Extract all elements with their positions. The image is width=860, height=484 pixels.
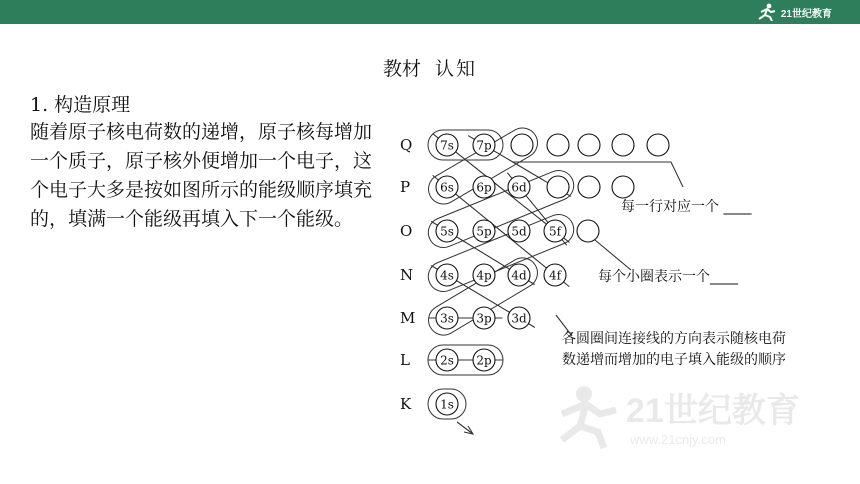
orbital-label: 3d — [511, 311, 527, 326]
orbital-circles — [436, 134, 566, 415]
annotation-circle: 每个小圈表示一个____ — [598, 269, 738, 285]
section-body: 随着原子核电荷数的递增，原子核每增加一个质子，原子核外便增加一个电子，这个电子大多是按如图所示的能级顺序填充的，填满一个能级再填入下一个能级。 — [30, 121, 373, 230]
shell-labels — [400, 136, 415, 413]
orbital-label: 1s — [440, 397, 454, 412]
watermark-text: 21世纪教育 — [626, 392, 800, 430]
orbital-label: 3s — [440, 311, 454, 326]
orbital-label: 2s — [440, 353, 454, 368]
watermark-subtext: www.21cnjy.com — [630, 432, 726, 447]
shell-label: N — [400, 266, 414, 284]
shell-label: M — [400, 309, 416, 327]
title-part-2: 认知 — [435, 58, 478, 80]
empty-circle — [547, 176, 569, 198]
title-part-1: 教材 — [382, 58, 421, 80]
orbital-label: 6d — [511, 180, 527, 195]
section-heading: 1. 构造原理 — [30, 94, 131, 116]
shell-label: O — [400, 222, 413, 240]
orbital-label: 7p — [476, 138, 492, 153]
empty-circle — [577, 220, 599, 242]
orbital-label: 5f — [548, 224, 562, 239]
orbital-label: 7s — [440, 138, 454, 153]
empty-circle — [578, 176, 600, 198]
empty-circle — [647, 134, 669, 156]
runner-icon — [755, 3, 777, 21]
empty-orbital-circles — [511, 134, 669, 242]
shell-label: K — [400, 395, 412, 413]
orbital-label: 3p — [476, 311, 492, 326]
shell-label: Q — [400, 136, 413, 154]
empty-circle — [612, 134, 634, 156]
brand-logo — [755, 2, 832, 22]
empty-circle — [612, 176, 634, 198]
orbital-label: 6s — [440, 180, 454, 195]
orbital-label: 6p — [476, 180, 492, 195]
orbital-label: 5d — [511, 224, 527, 239]
orbital-label: 4p — [476, 268, 492, 283]
orbital-label: 5s — [440, 224, 454, 239]
pointer-line — [595, 240, 631, 270]
annotation-order-line-2: 数递增而增加的电子填入能级的顺序 — [562, 352, 786, 368]
orbital-label: 5p — [476, 224, 492, 239]
arrow-icon — [457, 422, 473, 434]
empty-circle — [511, 134, 533, 156]
page-title — [0, 54, 860, 81]
orbital-label: 4d — [511, 268, 527, 283]
logo-text: 21世纪教育 — [780, 8, 832, 20]
orbital-label: 4f — [548, 268, 562, 283]
shell-label: P — [400, 178, 411, 196]
empty-circle — [578, 134, 600, 156]
empty-circle — [547, 134, 569, 156]
annotation-row: 每一行对应一个 ____ — [621, 199, 752, 215]
energy-level-diagram — [380, 90, 810, 440]
orbital-label: 2p — [476, 353, 492, 368]
annotation-order-line-1: 各圆圈间连接线的方向表示随核电荷 — [562, 331, 786, 347]
shell-label: L — [400, 351, 410, 369]
header-bar — [0, 0, 860, 24]
orbital-label: 4s — [440, 268, 454, 283]
